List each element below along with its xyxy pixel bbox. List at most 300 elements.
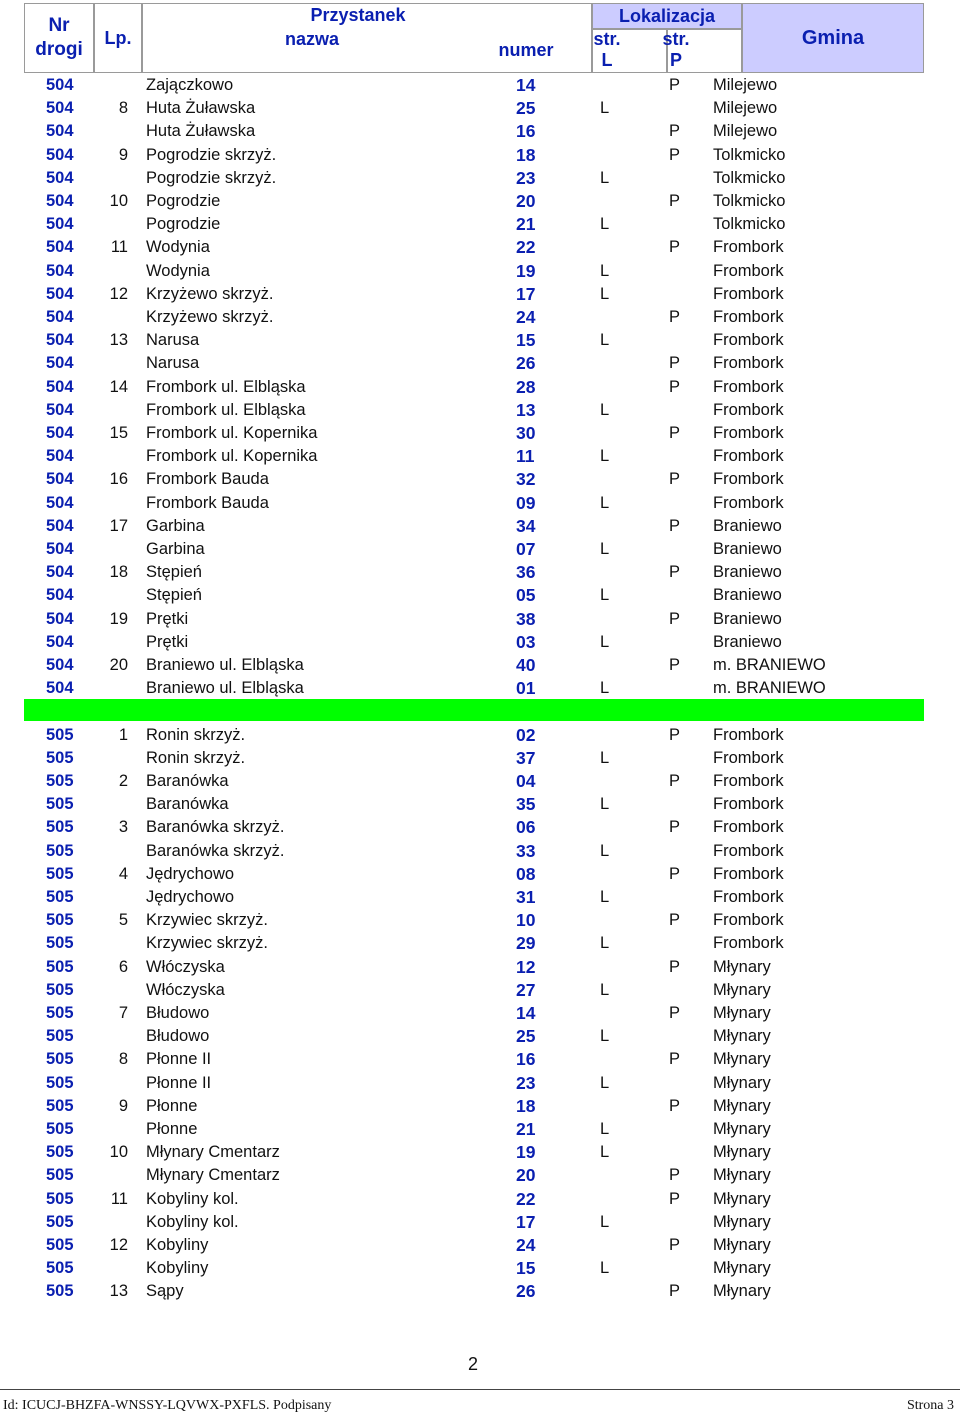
stop-number: 26 [516,1281,536,1302]
stop-side: P [669,354,681,373]
stop-gmina: Milejewo [713,76,778,94]
table-row [24,74,924,97]
stop-gmina: Młynary [713,1096,771,1115]
stop-name: Zajączkowo [146,76,234,94]
stop-side: L [600,632,610,651]
stop-side: P [669,656,681,674]
stop-number: 30 [516,423,536,443]
table-row [24,376,924,399]
stop-name: Baranówka [146,772,229,790]
road-number: 505 [46,1027,74,1046]
road-number: 505 [46,725,74,744]
road-number: 505 [46,1073,74,1092]
road-number: 504 [46,354,74,373]
stop-lp: 12 [109,1236,128,1254]
stop-name: Płonne [146,1120,198,1138]
stop-gmina: Frombork [713,354,784,373]
stop-number: 18 [516,1095,536,1116]
stop-name: Narusa [146,354,200,373]
stop-gmina: Młynary [713,980,771,999]
stop-gmina: Frombork [713,725,784,744]
stop-side: P [669,424,681,442]
stop-lp: 16 [109,470,128,489]
stop-name: Prętki [146,609,189,628]
stop-side: L [600,168,610,187]
stop-name: Płonne II [146,1073,212,1092]
footer-divider [0,1389,960,1390]
stop-gmina: Frombork [713,888,784,906]
stop-side: P [669,864,681,883]
stop-side: P [669,145,681,164]
road-number: 504 [46,656,74,674]
table-row [24,1048,924,1071]
header-przystanek-label: Przystanek [310,5,406,25]
stop-name: Frombork ul. Elbląska [146,377,306,396]
road-number: 504 [46,586,74,605]
stop-gmina: Frombork [713,447,784,466]
road-number: 504 [46,238,74,257]
stop-name: Frombork Bauda [146,493,269,512]
stop-lp: 18 [109,563,128,582]
header-str-l-label: str. [593,29,621,49]
road-number: 504 [46,563,74,582]
stop-lp: 13 [109,1282,128,1301]
table-row [24,538,924,561]
table-row [24,1280,924,1303]
stop-side: P [669,1004,681,1022]
stop-name: Włóczyska [146,957,225,976]
stop-name: Jędrychowo [146,864,235,883]
stop-gmina: Braniewo [713,632,782,651]
stop-gmina: Milejewo [713,122,778,141]
stop-gmina: Młynary [713,1073,771,1092]
stop-number: 36 [516,562,536,583]
stop-gmina: Braniewo [713,609,782,628]
stop-side: L [600,447,610,466]
stop-name: Płonne II [146,1050,212,1069]
stop-lp: 9 [118,145,128,164]
table-row [24,863,924,886]
stop-number: 21 [516,1119,536,1139]
stop-gmina: Tolkmicko [713,215,786,234]
stop-side: L [600,261,610,280]
stop-number: 03 [516,631,536,652]
stop-number: 40 [516,655,536,675]
stop-side: P [669,516,681,535]
road-number: 505 [46,1166,74,1185]
stop-number: 32 [516,469,536,490]
table-row [24,213,924,236]
stop-name: Kobyliny kol. [146,1189,239,1208]
footer-page-label: Strona 3 [906,1398,954,1413]
stop-lp: 15 [109,424,128,442]
stop-side: L [600,1120,610,1138]
stop-number: 25 [516,1026,536,1047]
road-number: 504 [46,470,74,489]
stop-side: L [600,215,610,234]
road-number: 505 [46,1236,74,1254]
header-str-p-label: str. [662,29,690,49]
stop-side: P [669,1236,681,1254]
table-row [24,515,924,538]
road-number: 504 [46,447,74,466]
road-number: 505 [46,888,74,906]
table-row [24,167,924,190]
stop-name: Narusa [146,331,200,350]
table-row [24,1188,924,1211]
stop-number: 19 [516,1142,536,1163]
stop-name: Frombork ul. Kopernika [146,447,318,466]
stop-name: Krzywiec skrzyż. [146,934,268,953]
stop-side: L [600,1259,610,1278]
stop-name: Kobyliny [146,1259,209,1278]
stop-gmina: Frombork [713,864,784,883]
stop-lp: 11 [110,238,128,257]
stop-side: L [600,841,610,860]
road-number: 504 [46,609,74,628]
stop-number: 15 [516,330,536,351]
road-number: 504 [46,331,74,350]
header-nr-label: Nr [48,15,70,36]
road-number: 505 [46,841,74,860]
table-row [24,97,924,120]
stop-side: P [669,609,681,628]
road-number: 504 [46,192,74,210]
stop-name: Włóczyska [146,980,225,999]
stop-name: Baranówka [146,795,229,814]
stop-number: 25 [516,98,536,119]
stop-name: Stępień [146,563,202,582]
header-numer-label: numer [498,40,554,60]
stop-number: 24 [516,307,536,327]
stop-gmina: Młynary [713,1004,771,1022]
stop-name: Baranówka skrzyż. [146,818,285,837]
stop-name: Frombork ul. Elbląska [146,400,306,419]
stop-number: 02 [516,724,536,745]
road-number: 504 [46,516,74,535]
stop-side: P [669,470,681,489]
road-number: 505 [46,1189,74,1208]
stop-name: Frombork Bauda [146,470,269,489]
table-row [24,1164,924,1187]
stop-gmina: Frombork [713,772,784,790]
stop-gmina: Frombork [713,911,784,930]
stop-gmina: Frombork [713,377,784,396]
stop-side: P [669,76,681,94]
stop-lp: 5 [118,911,128,930]
table-row [24,886,924,909]
stop-gmina: Frombork [713,470,784,489]
stop-side: P [669,818,681,837]
stop-number: 05 [516,585,536,606]
stop-side: L [600,284,610,303]
stop-name: Pogrodzie [146,215,221,234]
stop-lp: 10 [109,192,128,210]
table-row [24,816,924,839]
stop-gmina: Braniewo [713,516,782,535]
stop-lp: 8 [118,99,128,118]
stop-number: 09 [516,492,536,513]
stop-gmina: Młynary [713,957,771,976]
stop-gmina: m. BRANIEWO [713,656,826,674]
stop-side: L [600,748,610,767]
stop-number: 15 [516,1258,536,1279]
stop-gmina: Tolkmicko [713,145,786,164]
stop-gmina: Braniewo [713,540,782,558]
table-row [24,1025,924,1048]
stop-name: Kobyliny [146,1236,209,1254]
table-row [24,492,924,515]
stop-name: Kobyliny kol. [146,1212,239,1231]
road-number: 505 [46,1050,74,1069]
stop-name: Krzywiec skrzyż. [146,911,268,930]
road-number: 505 [46,1282,74,1301]
stop-side: L [600,540,610,558]
stop-name: Braniewo ul. Elbląska [146,679,304,698]
road-number: 505 [46,818,74,837]
table-row [24,1072,924,1095]
road-number: 504 [46,99,74,118]
stop-number: 06 [516,817,536,838]
stop-name: Pogrodzie skrzyż. [146,168,277,187]
stop-side: L [600,586,610,605]
stop-gmina: Frombork [713,795,784,814]
header-nr-drogi [24,3,94,73]
road-number: 504 [46,424,74,442]
stop-gmina: Braniewo [713,563,782,582]
stop-gmina: Młynary [713,1189,771,1208]
road-number: 505 [46,1004,74,1022]
stop-number: 29 [516,933,536,954]
table-row [24,1234,924,1257]
stop-side: L [600,400,610,419]
stop-lp: 8 [118,1050,128,1069]
stop-lp: 2 [118,772,128,790]
road-separator-bar [24,699,924,721]
header-lp [94,3,142,73]
table-row [24,631,924,654]
stop-number: 38 [516,608,536,629]
stop-number: 21 [516,214,536,235]
stop-number: 20 [516,191,536,211]
table-row [24,260,924,283]
table-row [24,190,924,213]
table-row [24,584,924,607]
stop-side: P [669,1282,681,1301]
stop-name: Krzyżewo skrzyż. [146,284,274,303]
stop-side: P [669,1166,681,1185]
road-number: 505 [46,934,74,953]
stop-name: Huta Żuławska [146,122,256,141]
header-p-label: P [669,50,683,70]
road-number: 504 [46,168,74,187]
table-row [24,677,924,700]
stop-number: 13 [516,399,536,420]
stop-number: 37 [516,747,536,768]
stop-number: 07 [516,539,536,559]
table-row [24,283,924,306]
stop-number: 17 [516,283,536,304]
header-gmina [742,3,924,73]
stop-side: P [669,563,681,582]
stop-gmina: Tolkmicko [713,192,786,210]
stop-gmina: Frombork [713,331,784,350]
stop-name: Pogrodzie [146,192,221,210]
stop-name: Stępień [146,586,202,605]
stop-gmina: Frombork [713,238,784,257]
stop-gmina: Frombork [713,284,784,303]
stop-side: L [600,99,610,118]
stop-number: 22 [516,237,536,258]
stop-name: Garbina [146,516,205,535]
road-number: 504 [46,400,74,419]
stop-name: Błudowo [146,1027,210,1046]
stop-side: L [600,1212,610,1231]
footer-document-id: Id: ICUCJ-BHZFA-WNSSY-LQVWX-PXFLS. Podpisany [3,1398,332,1413]
stop-name: Płonne [146,1096,198,1115]
stop-side: L [600,493,610,512]
stop-gmina: Milejewo [713,99,778,118]
stop-gmina: Frombork [713,308,784,326]
stop-gmina: Młynary [713,1259,771,1278]
road-number: 504 [46,308,74,326]
stop-name: Jędrychowo [146,888,235,906]
stop-gmina: Młynary [713,1282,771,1301]
stop-gmina: m. BRANIEWO [713,679,826,698]
table-row [24,561,924,584]
table-row [24,1141,924,1164]
table-row [24,840,924,863]
stop-number: 14 [516,75,536,95]
stop-number: 17 [516,1211,536,1232]
road-number: 504 [46,261,74,280]
stop-gmina: Frombork [713,841,784,860]
stop-lp: 14 [109,377,128,396]
stop-name: Ronin skrzyż. [146,725,246,744]
stop-lp: 6 [118,957,128,976]
stop-number: 10 [516,910,536,931]
stop-gmina: Frombork [713,818,784,837]
stop-name: Prętki [146,632,189,651]
road-number: 504 [46,215,74,234]
stop-number: 35 [516,794,536,815]
header-drogi-label: drogi [35,39,83,60]
stop-number: 31 [516,887,536,907]
stop-side: L [600,679,610,698]
stop-side: P [669,1096,681,1115]
stop-side: L [600,331,610,350]
stop-side: P [669,1050,681,1069]
stop-gmina: Młynary [713,1166,771,1185]
stop-number: 34 [516,515,536,536]
stop-lp: 13 [109,331,128,350]
table-row [24,352,924,375]
table-row [24,1095,924,1118]
stop-lp: 4 [118,864,128,883]
table-row [24,608,924,631]
stop-side: P [669,122,681,141]
road-number: 504 [46,284,74,303]
stop-side: L [600,795,610,814]
road-number: 504 [46,145,74,164]
stop-gmina: Młynary [713,1236,771,1254]
stop-name: Baranówka skrzyż. [146,841,285,860]
stop-number: 12 [516,956,536,977]
table-row [24,654,924,677]
stop-side: P [669,308,681,326]
stop-lp: 10 [109,1143,128,1162]
road-number: 505 [46,795,74,814]
stop-number: 01 [516,678,536,699]
stop-name: Błudowo [146,1004,210,1022]
table-row [24,1211,924,1234]
stop-number: 24 [516,1235,536,1255]
table-row [24,236,924,259]
stop-side: L [600,980,610,999]
stop-number: 16 [516,1049,536,1070]
stop-number: 23 [516,1072,536,1093]
stop-name: Sąpy [146,1282,184,1301]
stop-number: 08 [516,863,536,884]
stop-number: 04 [516,771,536,791]
stop-gmina: Młynary [713,1212,771,1231]
road-number: 505 [46,1212,74,1231]
road-number: 505 [46,1120,74,1138]
stop-lp: 12 [109,284,128,303]
stop-side: L [600,1073,610,1092]
header-lp-label: Lp. [104,27,132,48]
stop-number: 11 [516,446,535,467]
stop-number: 27 [516,979,536,1000]
table-row [24,422,924,445]
stop-side: P [669,911,681,930]
stop-name: Braniewo ul. Elbląska [146,656,304,674]
stop-number: 26 [516,353,536,374]
stop-side: L [600,1027,610,1046]
header-gmina-label: Gmina [801,26,865,49]
stop-side: P [669,377,681,396]
stop-name: Wodynia [146,261,210,280]
stop-gmina: Frombork [713,934,784,953]
stop-number: 28 [516,376,536,397]
stop-gmina: Frombork [713,748,784,767]
stop-gmina: Frombork [713,424,784,442]
stop-gmina: Młynary [713,1050,771,1069]
road-number: 505 [46,1259,74,1278]
table-row [24,979,924,1002]
stop-side: L [600,888,610,906]
road-number: 504 [46,377,74,396]
stop-lp: 1 [118,725,128,744]
table-row [24,1257,924,1280]
stop-lp: 20 [109,656,128,674]
road-number: 505 [46,980,74,999]
stop-lp: 3 [118,818,128,837]
stop-lp: 9 [118,1096,128,1115]
table-row [24,1118,924,1141]
table-row [24,468,924,491]
road-number: 505 [46,1096,74,1115]
stop-side: P [669,238,681,257]
stop-number: 18 [516,144,536,165]
table-row [24,399,924,422]
table-row [24,306,924,329]
stop-gmina: Frombork [713,261,784,280]
table-row [24,932,924,955]
road-number: 504 [46,679,74,698]
header-lokalizacja [592,3,742,29]
road-number: 504 [46,122,74,141]
